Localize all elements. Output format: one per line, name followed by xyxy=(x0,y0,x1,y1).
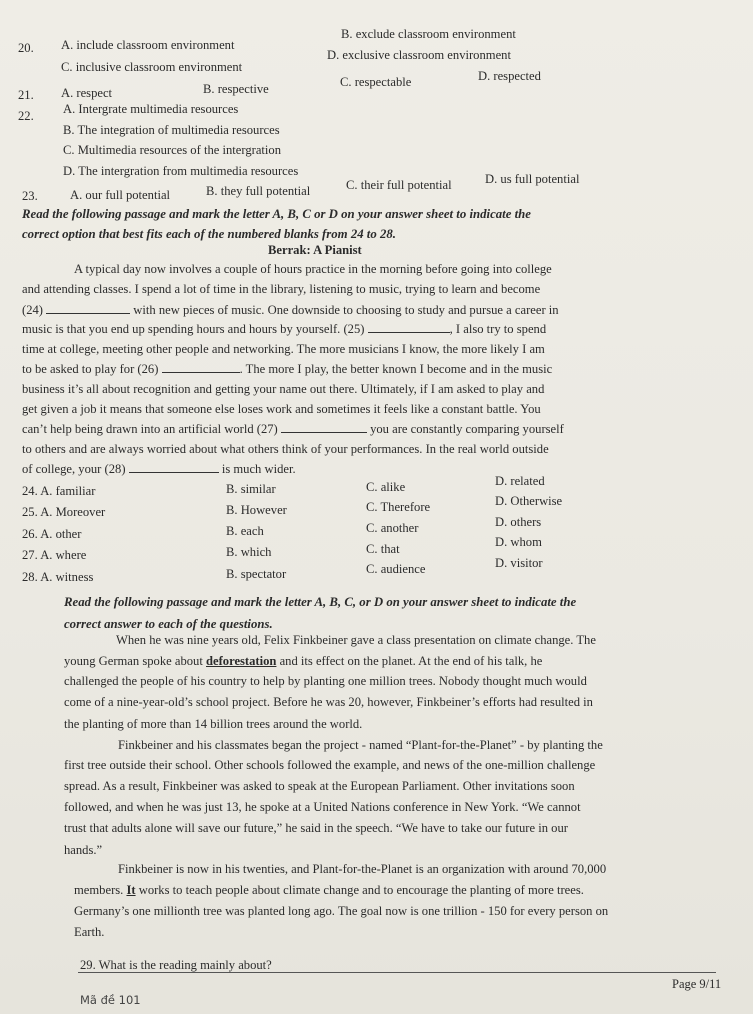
q20-option-a: A. include classroom environment xyxy=(61,38,235,52)
passage-2-p3-line-3: Germany’s one millionth tree was planted long ago. The goal now is one trillion - 150 for every person on xyxy=(74,904,609,918)
q25-option-a: 25. A. Moreover xyxy=(22,505,106,519)
q21-number: 21. xyxy=(18,88,34,102)
passage-1-line-11-rest: is much wider. xyxy=(221,462,296,476)
q26-option-b: B. each xyxy=(226,524,264,538)
q27-option-d: D. whom xyxy=(495,535,542,549)
q24-option-b: B. similar xyxy=(226,482,276,496)
passage-2-p2-line-1: Finkbeiner and his classmates began the project - named “Plant-for-the-Planet” - by planting the xyxy=(118,738,603,752)
instruction-2-line-2: correct answer to each of the questions. xyxy=(64,617,273,631)
q24-option-a: 24. A. familiar xyxy=(22,484,96,498)
q22-option-a: A. Intergrate multimedia resources xyxy=(63,102,239,116)
passage-1-line-8: get given a job it means that someone else loses work and sometimes it feels like a constant battle. You xyxy=(22,402,541,416)
passage-2-p3-line-2 xyxy=(74,883,584,898)
q22-option-b: B. The integration of multimedia resources xyxy=(63,123,280,137)
q28-option-c: C. audience xyxy=(366,562,426,576)
passage-2-p1-line-2 xyxy=(64,654,542,669)
passage-1-line-4-rest: , I also try to spend xyxy=(449,322,547,336)
q23-option-d: D. us full potential xyxy=(485,172,580,186)
underlined-word-it: It xyxy=(126,883,136,897)
blank-25 xyxy=(368,322,450,333)
passage-2-p1-line-1: When he was nine years old, Felix Finkbeiner gave a class presentation on climate change. The xyxy=(116,633,596,647)
q21-option-d: D. respected xyxy=(478,69,541,83)
passage-1-line-11-start: of college, your (28) xyxy=(22,462,126,476)
passage-2-p1-line-5: the planting of more than 14 billion trees around the world. xyxy=(64,717,363,731)
passage-1-line-6 xyxy=(22,362,552,377)
q20-number: 20. xyxy=(18,41,34,55)
passage-1-line-2: and attending classes. I spend a lot of time in the library, listening to music, trying to learn and become xyxy=(22,282,541,296)
passage-1-title: Berrak: A Pianist xyxy=(268,243,362,257)
q28-option-b: B. spectator xyxy=(226,567,287,581)
q25-option-d: D. Otherwise xyxy=(495,494,563,508)
passage-2-p3-line-2-rest: works to teach people about climate change and to encourage the planting of more trees. xyxy=(135,883,584,897)
q21-option-a: A. respect xyxy=(61,86,113,100)
q22-option-d: D. The intergration from multimedia resources xyxy=(63,164,299,178)
q26-option-a: 26. A. other xyxy=(22,527,82,541)
q23-option-c: C. their full potential xyxy=(346,178,452,192)
q22-number: 22. xyxy=(18,109,34,123)
q23-option-b: B. they full potential xyxy=(206,184,311,198)
q27-option-a: 27. A. where xyxy=(22,548,87,562)
passage-2-p1-line-3: challenged the people of his country to help by planting one million trees. Nobody thought much would xyxy=(64,674,587,688)
underlined-word-deforestation: deforestation xyxy=(206,654,277,668)
passage-1-line-6-start: to be asked to play for (26) xyxy=(22,362,159,376)
q23-option-a: A. our full potential xyxy=(70,188,171,202)
q24-option-d: D. related xyxy=(495,474,545,488)
q28-option-a: 28. A. witness xyxy=(22,570,94,584)
q21-option-b: B. respective xyxy=(203,82,269,96)
q23-number: 23. xyxy=(22,189,38,203)
passage-1-line-3-rest: with new pieces of music. One downside to choosing to study and pursue a career in xyxy=(133,303,559,317)
passage-1-line-3 xyxy=(22,303,559,318)
q25-option-c: C. Therefore xyxy=(366,500,431,514)
passage-2-p2-line-3: spread. As a result, Finkbeiner was asked to speak at the European Parliament. Other invitations soon xyxy=(64,779,575,793)
blank-24 xyxy=(46,303,130,314)
blank-28 xyxy=(129,462,219,473)
passage-1-line-7: business it’s all about recognition and getting your name out there. Ultimately, if I am asked to play and xyxy=(22,382,545,396)
passage-2-p1-line-4: come of a nine-year-old’s school project. Before he was 20, however, Finkbeiner’s efforts had resulted in xyxy=(64,695,593,709)
exam-code: Mã đề 101 xyxy=(80,993,141,1007)
passage-1-line-9-start: can’t help being drawn into an artificial world (27) xyxy=(22,422,278,436)
passage-1-line-4 xyxy=(22,322,546,337)
q22-option-c: C. Multimedia resources of the intergration xyxy=(63,143,282,157)
passage-2-p2-line-2: first tree outside their school. Other schools followed the example, and news of the one-million challenge xyxy=(64,758,596,772)
q28-option-d: D. visitor xyxy=(495,556,543,570)
passage-2-p3-line-1: Finkbeiner is now in his twenties, and Plant-for-the-Planet is an organization with around 70,000 xyxy=(118,862,607,876)
blank-26 xyxy=(162,362,240,373)
instruction-2-line-1: Read the following passage and mark the letter A, B, C, or D on your answer sheet to indicate the xyxy=(64,595,577,609)
q20-option-b: B. exclude classroom environment xyxy=(341,27,516,41)
passage-2-p2-line-5: trust that adults alone will save our future,” he said in the speech. “We have to take our future in our xyxy=(64,821,568,835)
q26-option-d: D. others xyxy=(495,515,542,529)
passage-2-p1-line-2-rest: and its effect on the planet. At the end of his talk, he xyxy=(276,654,543,668)
passage-1-line-11 xyxy=(22,462,296,477)
q27-option-b: B. which xyxy=(226,545,272,559)
blank-label-24: (24) xyxy=(22,303,43,317)
instruction-1-line-1: Read the following passage and mark the letter A, B, C or D on your answer sheet to indicate the xyxy=(22,207,531,221)
q29-question: 29. What is the reading mainly about? xyxy=(80,958,272,972)
passage-1-line-9-rest: you are constantly comparing yourself xyxy=(370,422,564,436)
q26-option-c: C. another xyxy=(366,521,419,535)
passage-2-p1-line-2-start: young German spoke about xyxy=(64,654,206,668)
passage-2-p2-line-6: hands.” xyxy=(64,843,103,857)
passage-1-line-10: to others and are always worried about what others think of your performances. In the real world outside xyxy=(22,442,549,456)
passage-2-p3-line-2-start: members. xyxy=(74,883,127,897)
passage-1-line-1: A typical day now involves a couple of hours practice in the morning before going into college xyxy=(74,262,552,276)
q20-option-c: C. inclusive classroom environment xyxy=(61,60,243,74)
q21-option-c: C. respectable xyxy=(340,75,412,89)
passage-1-line-9 xyxy=(22,422,564,437)
footer-divider xyxy=(78,972,716,973)
instruction-1-line-2: correct option that best fits each of the numbered blanks from 24 to 28. xyxy=(22,227,396,241)
q24-option-c: C. alike xyxy=(366,480,406,494)
q20-option-d: D. exclusive classroom environment xyxy=(327,48,511,62)
passage-1-line-6-rest: . The more I play, the better known I become and in the music xyxy=(239,362,553,376)
passage-1-line-5: time at college, meeting other people and networking. The more musicians I know, the more likely I am xyxy=(22,342,545,356)
q25-option-b: B. However xyxy=(226,503,287,517)
q27-option-c: C. that xyxy=(366,542,400,556)
passage-2-p2-line-4: followed, and when he was just 13, he spoke at a United Nations conference in New York. “We cannot xyxy=(64,800,581,814)
page-number: Page 9/11 xyxy=(672,977,722,991)
passage-2-p3-line-4: Earth. xyxy=(74,925,105,939)
blank-27 xyxy=(281,422,367,433)
passage-1-line-4-start: music is that you end up spending hours and hours by yourself. (25) xyxy=(22,322,365,336)
